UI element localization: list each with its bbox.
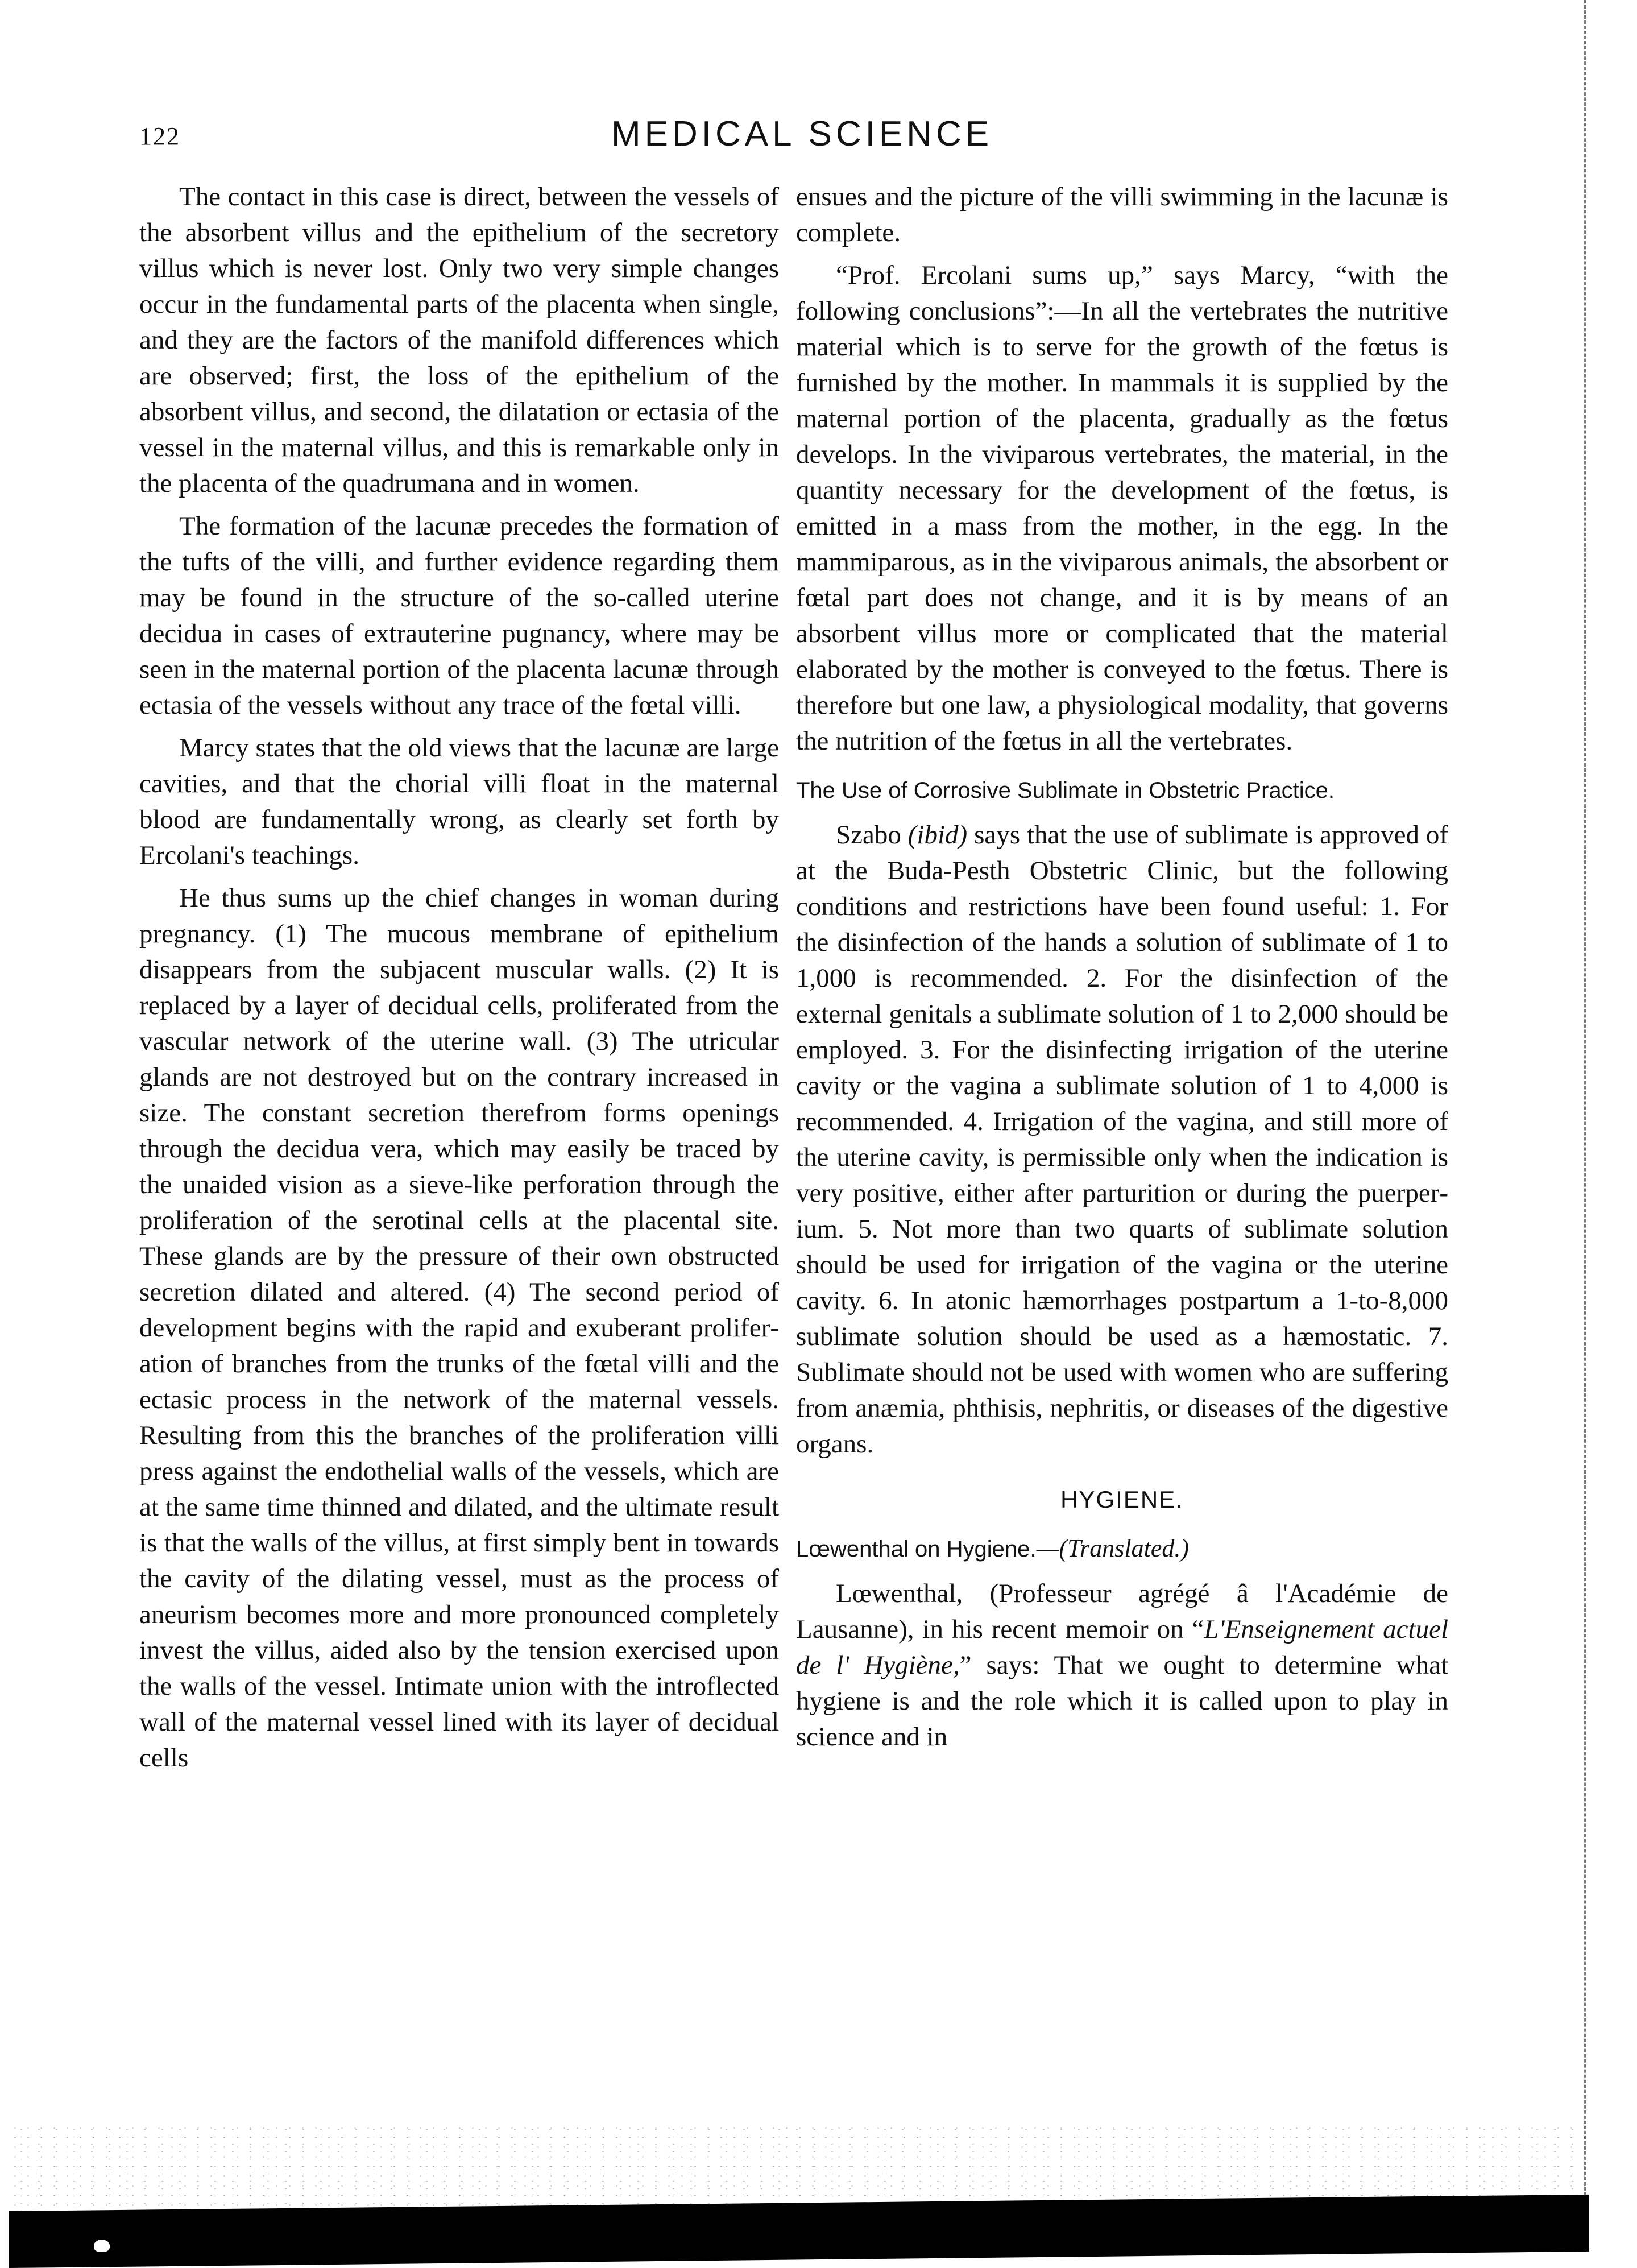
- paragraph-pregnancy-changes: He thus sums up the chief changes in woman during pregnancy. (1) The mucous membrane of epithelium disappears from the subjacent muscular walls. (2) It is replaced by a layer of decidual cells, proliferated from the vascular network of the uterine wall. (3) The utricular glands are not destroyed but on the contrary increased in size. The constant secretion therefrom forms openings through the decidua vera, which may easily be traced by the unaided vision as a sieve-like perforation through the proliferation of the serotinal cells at the placental site. These glands are by the pressure of their own obstructed secretion dilated and altered. (4) The second period of development begins with the rapid and exuberant proliferation of branches from the trunks of the fœtal villi and the ectasic process in the network of the maternal vessels. Resulting from this the branches of the proliferation villi press against the endothelial walls of the vessels, which are at the same time thinned and dilated, and the ultimate result is that the walls of the villus, at first simply bent in towards the cavity of the dilating vessel, must as the process of aneurism becomes more and more pronounced completely invest the villus, aided also by the tension exercised upon the walls of the vessel. Intimate union with the introflected wall of the maternal vessel lined with its layer of decidual cells: [139, 883, 779, 1773]
- section-heading-hygiene: HYGIENE.: [1060, 1486, 1184, 1513]
- journal-title: MEDICAL SCIENCE: [611, 114, 993, 154]
- author-name: Szabo: [836, 820, 901, 850]
- paragraph-lacunae-formation: The formation of the lacunæ precedes the formation of the tufts of the villi, and further evidence regarding them may be found in the structure of the so-called uterine decidua in cases of extrauterine pugnancy, where may be seen in the maternal portion of the placenta lacunæ through ectasia of the vessels without any trace of the fœtal villi.: [139, 511, 779, 720]
- subheading-loewenthal: [796, 1532, 1448, 1566]
- left-column: [139, 179, 779, 1776]
- paragraph-ercolani-conclusions: “Prof. Ercolani sums up,” says Marcy, “with the following conclusions”:—In all the vertebrates the nutritive material which is to serve for the growth of the fœtus is furnished by the mother. In mammals it is supplied by the maternal portion of the placenta, gradually as the fœtus develops. In the viviparous vertebrates, the material, in the quantity necessary for the development of the fœtus, is emitted in a mass from the mother, in the egg. In the mammiparous, as in the viviparous animals, the absorbent or fœtal part does not change, and it is by means of an absorbent villus more or complicated that the material elaborated by the mother is conveyed to the fœtus. There is therefore but one law, a physiological modality, that governs the nutrition of the fœtus in all the vertebrates.: [796, 260, 1448, 756]
- page-number: 122: [139, 122, 180, 150]
- page-edge-shadow: [1581, 0, 1586, 2252]
- paragraph-continuation: ensues and the picture of the villi swimming in the lacunæ is complete.: [796, 182, 1448, 247]
- paragraph-text-before: Lœwenthal, (Professeur agrégé â l'Académie de Lausanne), in his recent memoir on “: [796, 1579, 1448, 1644]
- subheading-title: Lœwenthal on Hygiene.—: [796, 1537, 1059, 1562]
- running-header: [139, 114, 1447, 159]
- paragraph-text: says that the use of sublimate is approved of at the Buda-Pesth Obstetric Clinic, but the following conditions and restrictions have been found useful: 1. For the disinfection of the hands a solution of sublimate of 1 to 1,000 is recommended. 2. For the disinfection of the external genitals a sublimate solution of 1 to 2,000 should be employed. 3. For the disinfecting irrigation of the uterine cavity or the vagina a sublimate solution of 1 to 4,000 is recommended. 4. Irrigation of the vagina, and still more of the uterine cavity, is permissible only when the indication is very positive, either after parturition or during the puerperium. 5. Not more than two quarts of sublimate solution should be used for irrigation of the vagina or the uterine cavity. 6. In atonic hæmorrhages postpartum a 1-to-8,000 sublimate solution should be used as a hæmostatic. 7. Sublimate should not be used with women who are suffering from anæmia, phthisis, nephritis, or diseases of the digestive organs.: [796, 820, 1449, 1459]
- source-citation: (ibid): [907, 820, 968, 850]
- translated-note: (Translated.): [1059, 1534, 1190, 1562]
- paragraph-marcy-views: Marcy states that the old views that the lacunæ are large cavities, and that the chorial villi float in the maternal blood are fundamentally wrong, as clearly set forth by Ercolani's teachings.: [139, 733, 779, 870]
- paragraph-text-after: ” says: That we ought to determine what hygiene is and the role which it is called upon to play in science and in: [796, 1650, 1449, 1752]
- subheading-corrosive-sublimate: The Use of Corrosive Sublimate in Obstetric Practice.: [796, 778, 1335, 803]
- paragraph-sublimate-rules: [796, 817, 1448, 1462]
- right-column: [796, 179, 1448, 1755]
- scan-artifact: [94, 2240, 110, 2252]
- paragraph-loewenthal: [796, 1576, 1448, 1755]
- memoir-title: L'Enseignement actuel de l' Hygiène,: [796, 1615, 1449, 1680]
- paragraph-contact: The contact in this case is direct, between the vessels of the absorbent villus and the epithelium of the secretory villus which is never lost. Only two very simple changes occur in the fundamental parts of the placenta when single, and they are the factors of the manifold differences which are observed; first, the loss of the epithelium of the absorbent villus, and second, the dilatation or ectasia of the vessel in the maternal villus, and this is remarkable only in the placenta of the quadrumana and in women.: [139, 182, 779, 498]
